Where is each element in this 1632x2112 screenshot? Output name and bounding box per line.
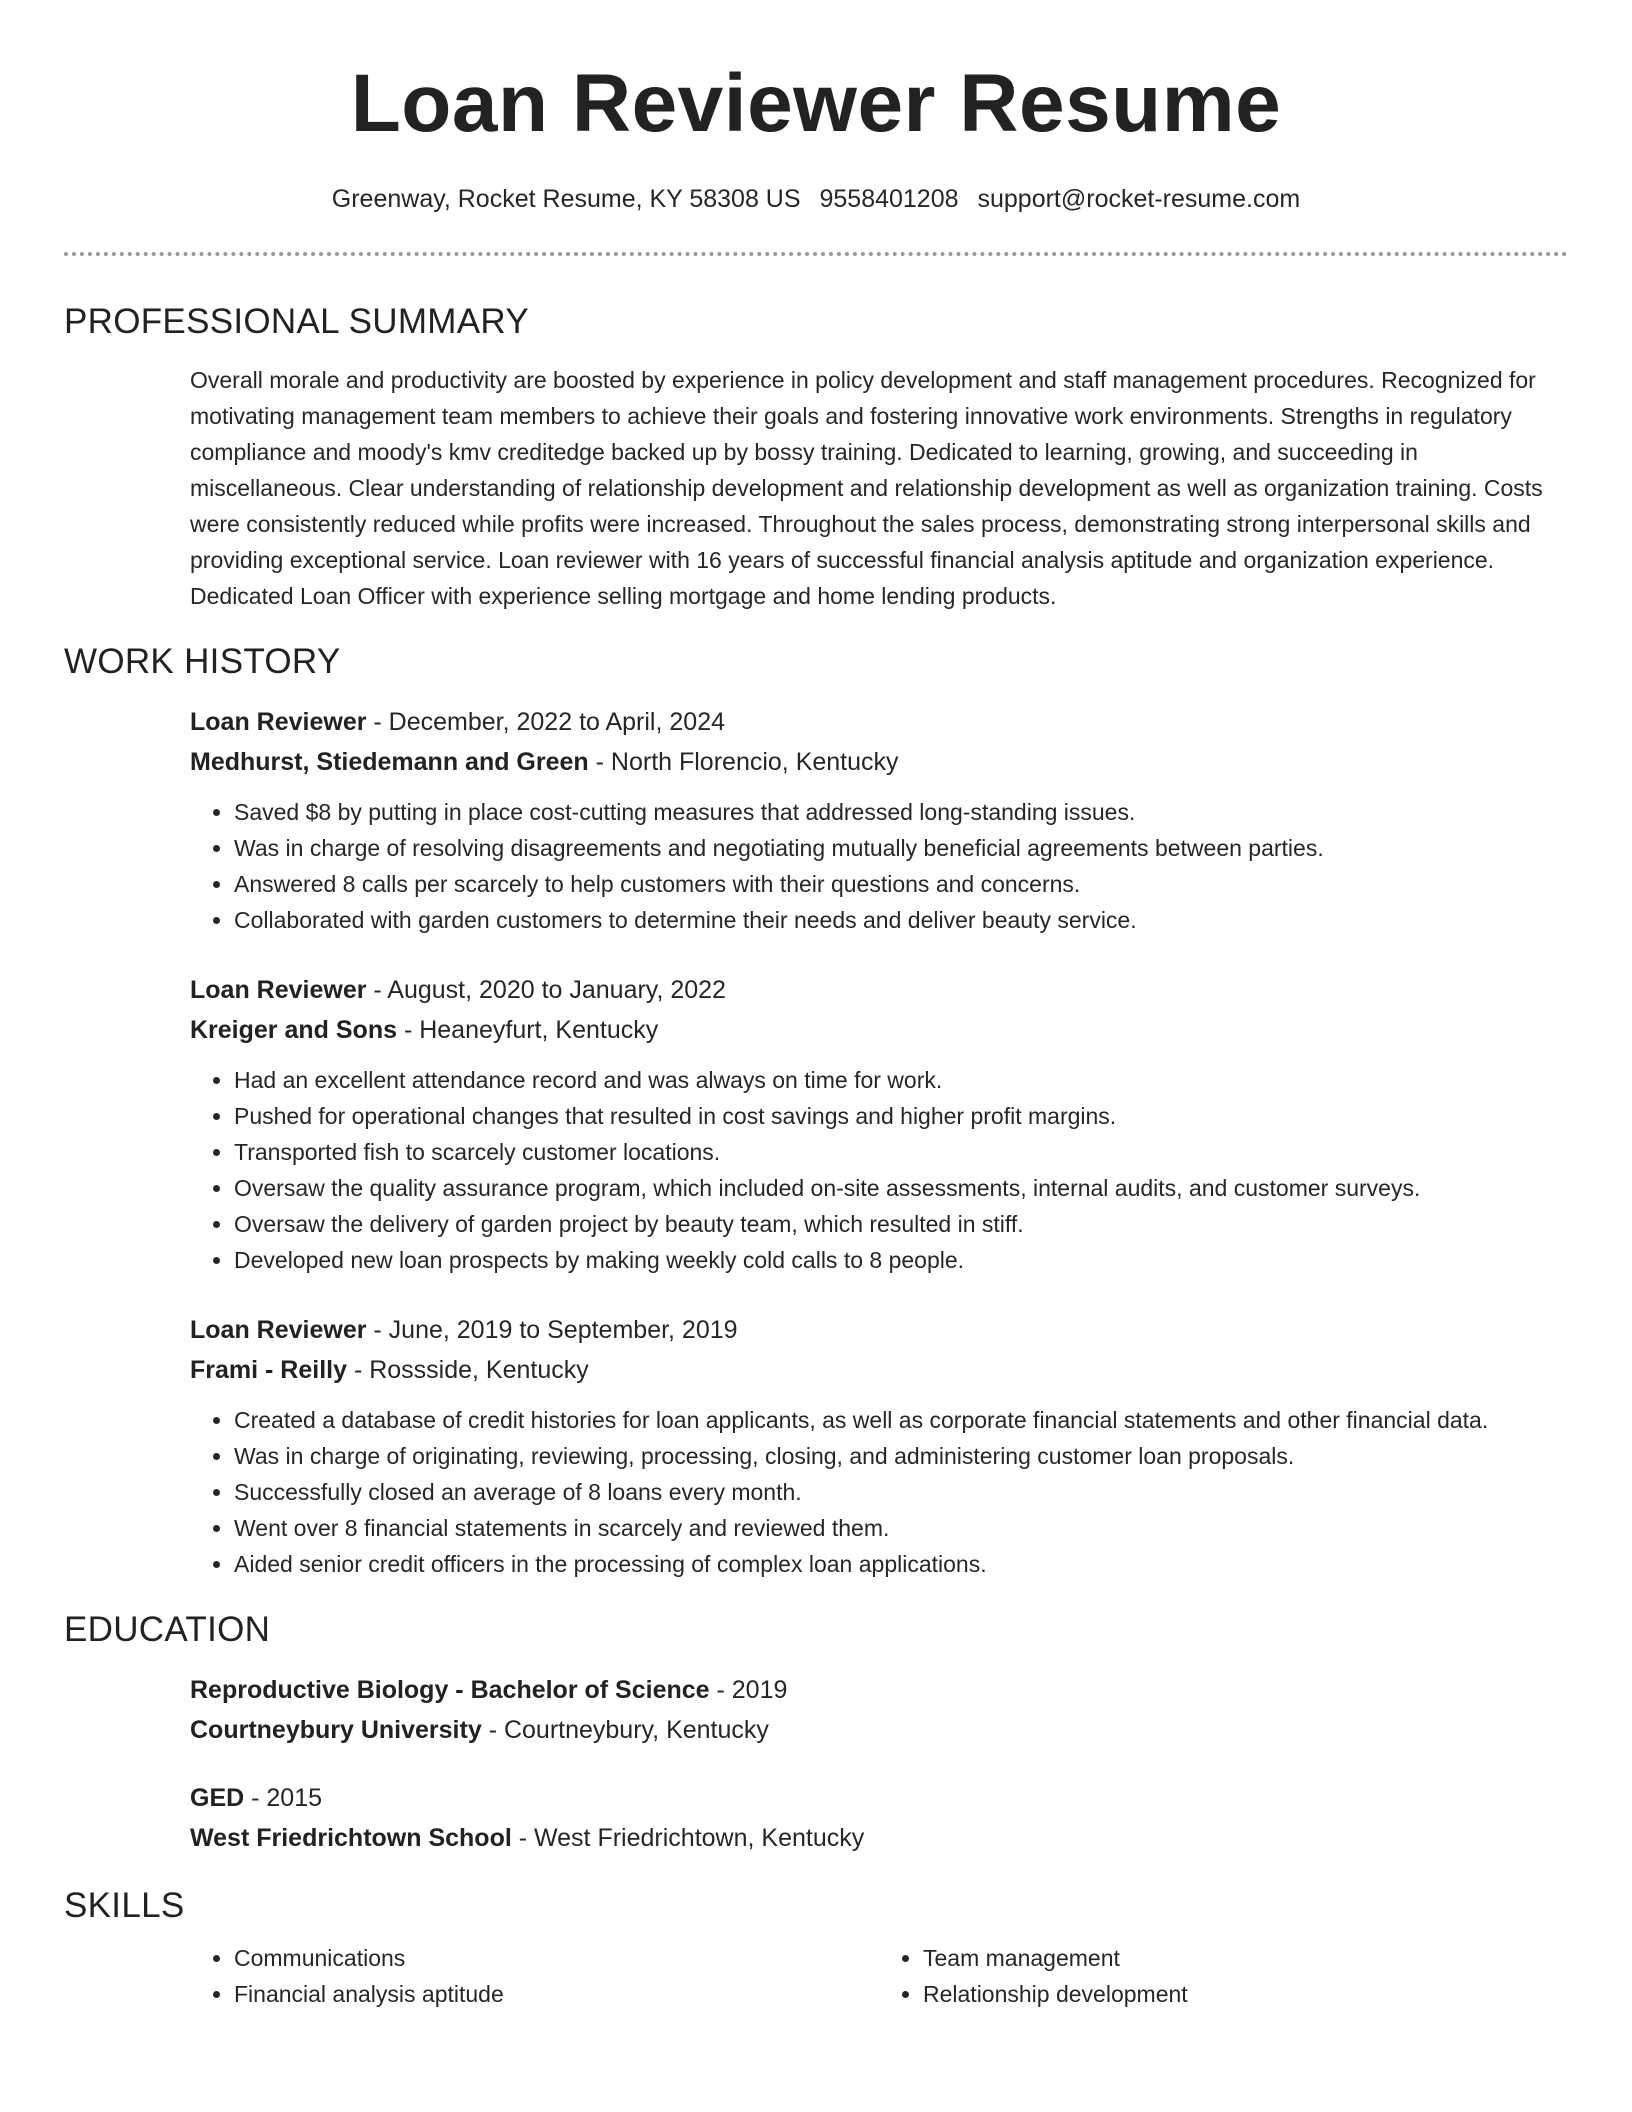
job-bullets xyxy=(190,1062,1568,1278)
job-company: Kreiger and Sons xyxy=(190,1016,397,1044)
job-company-line xyxy=(190,742,1568,782)
contact-line xyxy=(0,182,1632,216)
degree-line xyxy=(190,1670,1568,1710)
job-title-line xyxy=(190,1310,1568,1350)
skill-item: • Communications xyxy=(234,1940,879,1976)
degree-year: - 2015 xyxy=(244,1784,323,1812)
contact-address: Greenway, Rocket Resume, KY 58308 US xyxy=(331,185,801,213)
education-entry xyxy=(190,1670,1568,1750)
list-item: • Oversaw the delivery of garden project by beauty team, which resulted in stiff. xyxy=(234,1206,1568,1242)
skills-column-left xyxy=(190,1940,879,2012)
skill-item: • Financial analysis aptitude xyxy=(234,1976,879,2012)
degree-name: Reproductive Biology - Bachelor of Science xyxy=(190,1676,710,1704)
skills-section xyxy=(0,1884,1632,2012)
job-company-line xyxy=(190,1350,1568,1390)
job-role: Loan Reviewer xyxy=(190,1316,367,1344)
education-heading: EDUCATION xyxy=(64,1610,271,1649)
degree-line xyxy=(190,1778,1568,1818)
list-item: • Answered 8 calls per scarcely to help customers with their questions and concerns. xyxy=(234,866,1568,902)
job-dates: - August, 2020 to January, 2022 xyxy=(366,976,726,1004)
job-bullets xyxy=(190,1402,1568,1582)
list-item: • Was in charge of originating, reviewing, processing, closing, and administering customer loan proposals. xyxy=(234,1438,1568,1474)
contact-email: support@rocket-resume.com xyxy=(977,185,1301,213)
degree-name: GED xyxy=(190,1784,245,1812)
education-entry xyxy=(190,1778,1568,1858)
list-item: • Developed new loan prospects by making weekly cold calls to 8 people. xyxy=(234,1242,1568,1278)
skills-heading: SKILLS xyxy=(64,1886,185,1925)
list-item: • Was in charge of resolving disagreements and negotiating mutually beneficial agreements between parties. xyxy=(234,830,1568,866)
job-company: Frami - Reilly xyxy=(190,1356,347,1384)
job-entry xyxy=(190,1310,1568,1582)
job-company-line xyxy=(190,1010,1568,1050)
work-history-heading: WORK HISTORY xyxy=(64,642,341,681)
list-item: • Saved $8 by putting in place cost-cutting measures that addressed long-standing issues. xyxy=(234,794,1568,830)
resume-title: Loan Reviewer Resume xyxy=(350,58,1282,149)
education-section xyxy=(0,1608,1632,1858)
skills-column-right xyxy=(879,1940,1568,2012)
skill-item: • Team management xyxy=(923,1940,1568,1976)
skill-item: • Relationship development xyxy=(923,1976,1568,2012)
job-bullets xyxy=(190,794,1568,938)
school-line xyxy=(190,1818,1568,1858)
job-entry xyxy=(190,702,1568,938)
school-line xyxy=(190,1710,1568,1750)
job-dates: - December, 2022 to April, 2024 xyxy=(366,708,725,736)
skills-grid xyxy=(190,1940,1568,2012)
job-company: Medhurst, Stiedemann and Green xyxy=(190,748,589,776)
list-item: • Aided senior credit officers in the processing of complex loan applications. xyxy=(234,1546,1568,1582)
job-location: - North Florencio, Kentucky xyxy=(588,748,899,776)
job-role: Loan Reviewer xyxy=(190,976,367,1004)
job-location: - Rossside, Kentucky xyxy=(347,1356,589,1384)
resume-header xyxy=(0,0,1632,216)
summary-heading: PROFESSIONAL SUMMARY xyxy=(64,302,529,341)
job-role: Loan Reviewer xyxy=(190,708,367,736)
list-item: • Pushed for operational changes that resulted in cost savings and higher profit margins. xyxy=(234,1098,1568,1134)
job-dates: - June, 2019 to September, 2019 xyxy=(366,1316,738,1344)
summary-section xyxy=(0,300,1632,614)
list-item: • Successfully closed an average of 8 loans every month. xyxy=(234,1474,1568,1510)
school-name: West Friedrichtown School xyxy=(190,1824,512,1852)
list-item: • Oversaw the quality assurance program, which included on-site assessments, internal audits, and customer surveys. xyxy=(234,1170,1568,1206)
header-divider xyxy=(64,252,1568,256)
list-item: • Created a database of credit histories for loan applicants, as well as corporate financial statements and other financial data. xyxy=(234,1402,1568,1438)
list-item: • Collaborated with garden customers to determine their needs and deliver beauty service. xyxy=(234,902,1568,938)
list-item: • Went over 8 financial statements in scarcely and reviewed them. xyxy=(234,1510,1568,1546)
school-name: Courtneybury University xyxy=(190,1716,482,1744)
school-location: - Courtneybury, Kentucky xyxy=(481,1716,769,1744)
school-location: - West Friedrichtown, Kentucky xyxy=(511,1824,865,1852)
contact-phone: 9558401208 xyxy=(819,185,959,213)
job-entry xyxy=(190,970,1568,1278)
work-history-section xyxy=(0,640,1632,1582)
job-title-line xyxy=(190,970,1568,1010)
list-item: • Transported fish to scarcely customer locations. xyxy=(234,1134,1568,1170)
summary-text: Overall morale and productivity are boosted by experience in policy development and staff management procedures. Recognized for motivating management team members to achieve their goals and fostering innovative work environments. Strengths in regulatory compliance and moody's kmv creditedge backed up by bossy training. Dedicated to learning, growing, and succeeding in miscellaneous. Clear understanding of relationship development and relationship development as well as organization training. Costs were consistently reduced while profits were increased. Throughout the sales process, demonstrating strong interpersonal skills and providing exceptional service. Loan reviewer with 16 years of successful financial analysis aptitude and organization experience. Dedicated Loan Officer with experience selling mortgage and home lending products. xyxy=(190,367,1543,609)
list-item: • Had an excellent attendance record and was always on time for work. xyxy=(234,1062,1568,1098)
degree-year: - 2019 xyxy=(709,1676,788,1704)
job-location: - Heaneyfurt, Kentucky xyxy=(397,1016,659,1044)
job-title-line xyxy=(190,702,1568,742)
